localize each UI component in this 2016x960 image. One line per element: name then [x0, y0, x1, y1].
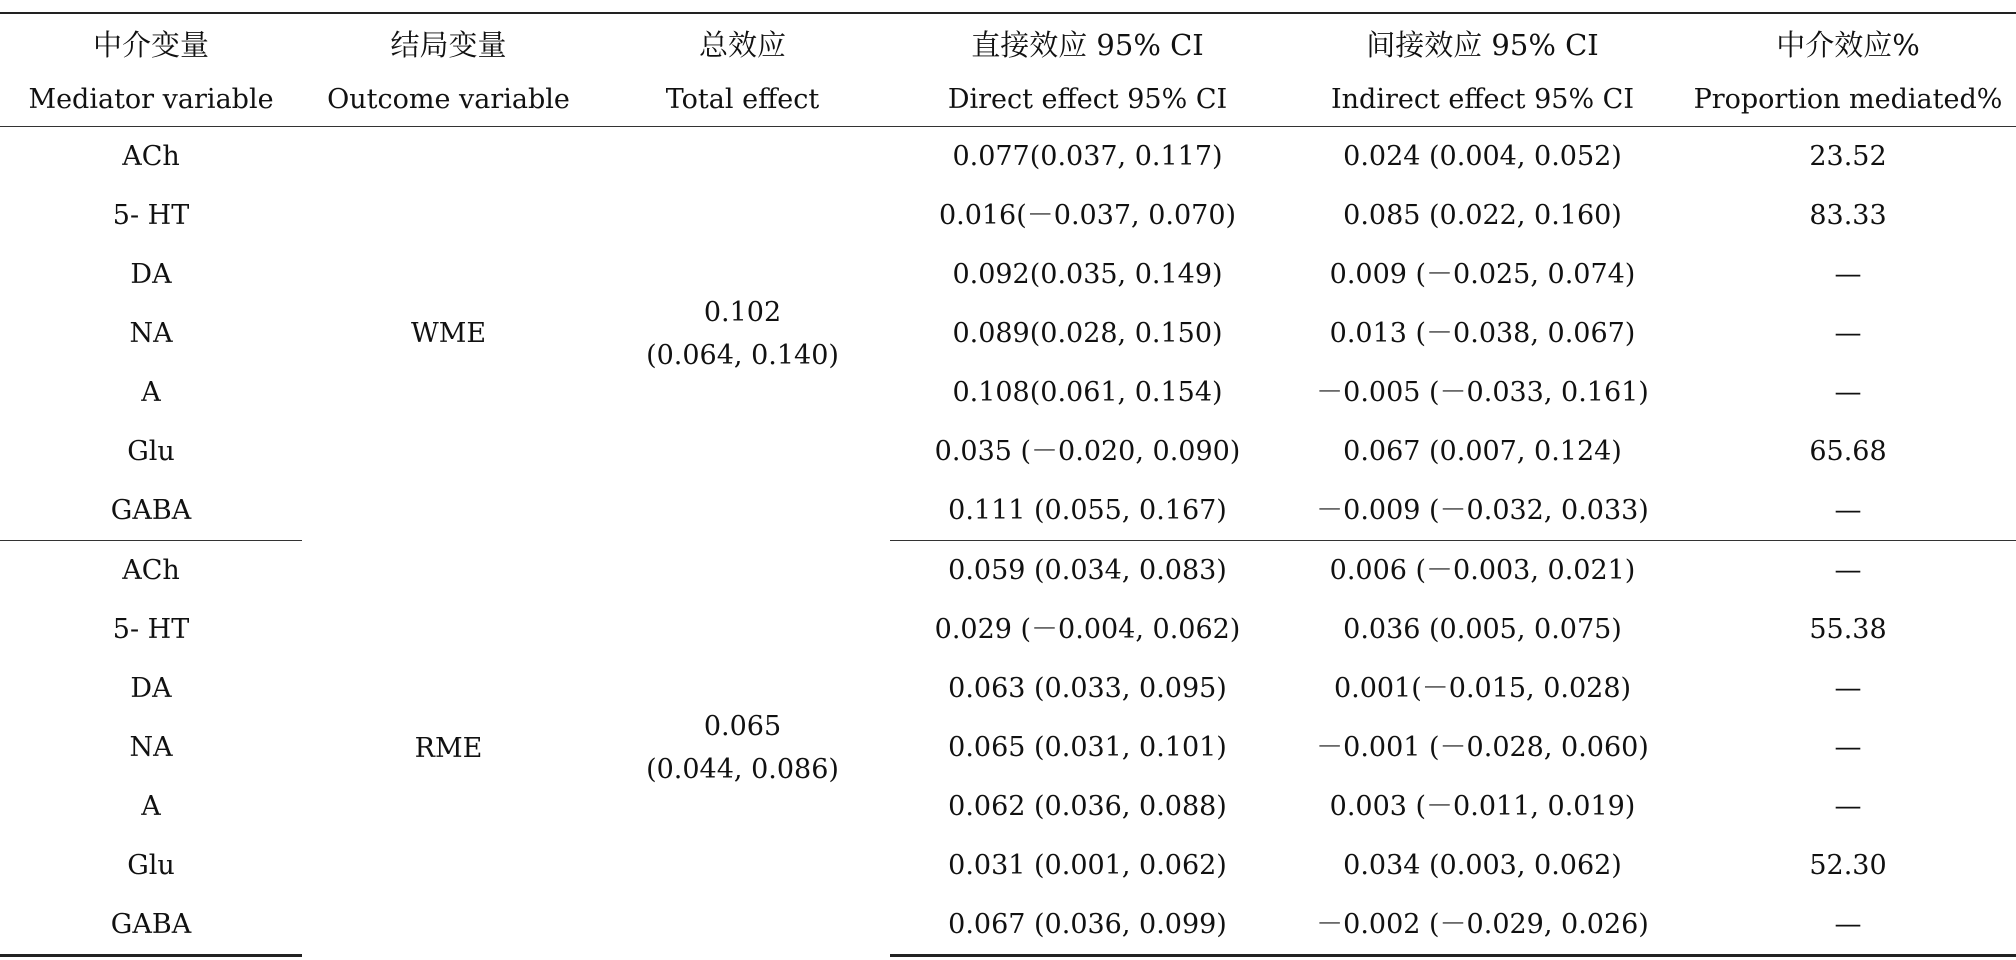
mediator-cell: 5- HT	[112, 200, 190, 231]
mediator-cell: Glu	[127, 436, 175, 467]
mediator-cell: DA	[130, 673, 172, 704]
indirect-effect-cell: －0.009 (－0.032, 0.033)	[1285, 481, 1680, 541]
indirect-effect-cell: 0.001(－0.015, 0.028)	[1333, 673, 1632, 704]
table-group-wme	[0, 127, 2016, 541]
header-indirect-zh: 间接效应 95% CI	[1285, 13, 1680, 72]
total-effect-value: 0.065	[703, 710, 782, 742]
proportion-cell: 23.52	[1809, 141, 1887, 172]
indirect-effect-cell: 0.085 (0.022, 0.160)	[1343, 200, 1622, 231]
direct-effect-cell: 0.108(0.061, 0.154)	[952, 377, 1223, 408]
indirect-effect-cell: －0.002 (－0.029, 0.026)	[1285, 895, 1680, 956]
total-effect-cell	[595, 127, 890, 541]
direct-effect-cell: 0.077(0.037, 0.117)	[952, 141, 1223, 172]
indirect-effect-cell: 0.013 (－0.038, 0.067)	[1329, 318, 1636, 349]
mediator-cell: NA	[129, 732, 173, 763]
indirect-effect-cell: 0.009 (－0.025, 0.074)	[1329, 259, 1636, 290]
mediator-cell: ACh	[122, 555, 180, 586]
proportion-cell: 52.30	[1809, 850, 1887, 881]
proportion-cell: —	[1834, 673, 1862, 704]
indirect-effect-cell: 0.024 (0.004, 0.052)	[1343, 141, 1622, 172]
header-row-english	[0, 72, 2016, 127]
mediator-cell: NA	[129, 318, 173, 349]
mediator-cell: Glu	[127, 850, 175, 881]
header-mediator-zh: 中介变量	[0, 13, 302, 72]
header-total-zh: 总效应	[595, 13, 890, 72]
indirect-effect-cell: －0.001 (－0.028, 0.060)	[1316, 732, 1649, 763]
direct-effect-cell: 0.062 (0.036, 0.088)	[948, 791, 1227, 822]
outcome-cell: WME	[410, 318, 487, 350]
proportion-cell: —	[1834, 732, 1862, 763]
mediator-cell: GABA	[0, 481, 302, 541]
direct-effect-cell: 0.031 (0.001, 0.062)	[948, 850, 1227, 881]
proportion-cell: —	[1834, 318, 1862, 349]
direct-effect-cell: 0.089(0.028, 0.150)	[952, 318, 1223, 349]
mediator-cell: A	[141, 377, 161, 408]
direct-effect-cell: 0.063 (0.033, 0.095)	[948, 673, 1227, 704]
table-group-rme	[0, 541, 2016, 956]
direct-effect-cell: 0.059 (0.034, 0.083)	[948, 555, 1227, 586]
outcome-cell: RME	[414, 732, 483, 764]
table-row	[0, 541, 2016, 601]
total-effect-ci: (0.044, 0.086)	[646, 754, 839, 785]
direct-effect-cell: 0.067 (0.036, 0.099)	[890, 895, 1285, 956]
direct-effect-cell: 0.111 (0.055, 0.167)	[890, 481, 1285, 541]
table-header	[0, 13, 2016, 127]
table-row	[0, 127, 2016, 187]
header-total-en: Total effect	[595, 72, 890, 127]
indirect-effect-cell: 0.006 (－0.003, 0.021)	[1329, 555, 1636, 586]
total-effect-value: 0.102	[703, 296, 782, 328]
header-row-chinese	[0, 13, 2016, 72]
header-outcome-zh: 结局变量	[302, 13, 595, 72]
proportion-cell: 65.68	[1809, 436, 1887, 467]
total-effect-cell	[595, 541, 890, 956]
direct-effect-cell: 0.029 (－0.004, 0.062)	[934, 614, 1241, 645]
header-proportion-en: Proportion mediated%	[1680, 72, 2016, 127]
mediator-cell: 5- HT	[112, 614, 190, 645]
header-direct-zh: 直接效应 95% CI	[890, 13, 1285, 72]
direct-effect-cell: 0.065 (0.031, 0.101)	[948, 732, 1227, 763]
proportion-cell: —	[1834, 259, 1862, 290]
proportion-cell: —	[1834, 791, 1862, 822]
proportion-cell: —	[1834, 377, 1862, 408]
indirect-effect-cell: 0.067 (0.007, 0.124)	[1343, 436, 1622, 467]
header-proportion-zh: 中介效应%	[1680, 13, 2016, 72]
header-outcome-en: Outcome variable	[302, 72, 595, 127]
total-effect-ci: (0.064, 0.140)	[646, 339, 839, 371]
direct-effect-cell: 0.016(－0.037, 0.070)	[938, 200, 1237, 231]
proportion-cell: —	[1834, 555, 1862, 586]
header-direct-en: Direct effect 95% CI	[890, 72, 1285, 127]
header-mediator-en: Mediator variable	[0, 72, 302, 127]
indirect-effect-cell: －0.005 (－0.033, 0.161)	[1316, 377, 1649, 408]
proportion-cell: —	[1680, 895, 2016, 956]
mediator-cell: A	[141, 791, 161, 822]
direct-effect-cell: 0.092(0.035, 0.149)	[952, 259, 1223, 290]
proportion-cell: 55.38	[1809, 614, 1887, 645]
indirect-effect-cell: 0.003 (－0.011, 0.019)	[1329, 791, 1636, 822]
mediation-table	[0, 12, 2016, 957]
mediator-cell: GABA	[0, 895, 302, 956]
proportion-cell: 83.33	[1809, 200, 1887, 231]
mediator-cell: ACh	[122, 141, 180, 172]
direct-effect-cell: 0.035 (－0.020, 0.090)	[934, 436, 1241, 467]
indirect-effect-cell: 0.034 (0.003, 0.062)	[1343, 850, 1622, 881]
mediator-cell: DA	[130, 259, 172, 290]
indirect-effect-cell: 0.036 (0.005, 0.075)	[1343, 614, 1622, 645]
header-indirect-en: Indirect effect 95% CI	[1285, 72, 1680, 127]
proportion-cell: —	[1680, 481, 2016, 541]
